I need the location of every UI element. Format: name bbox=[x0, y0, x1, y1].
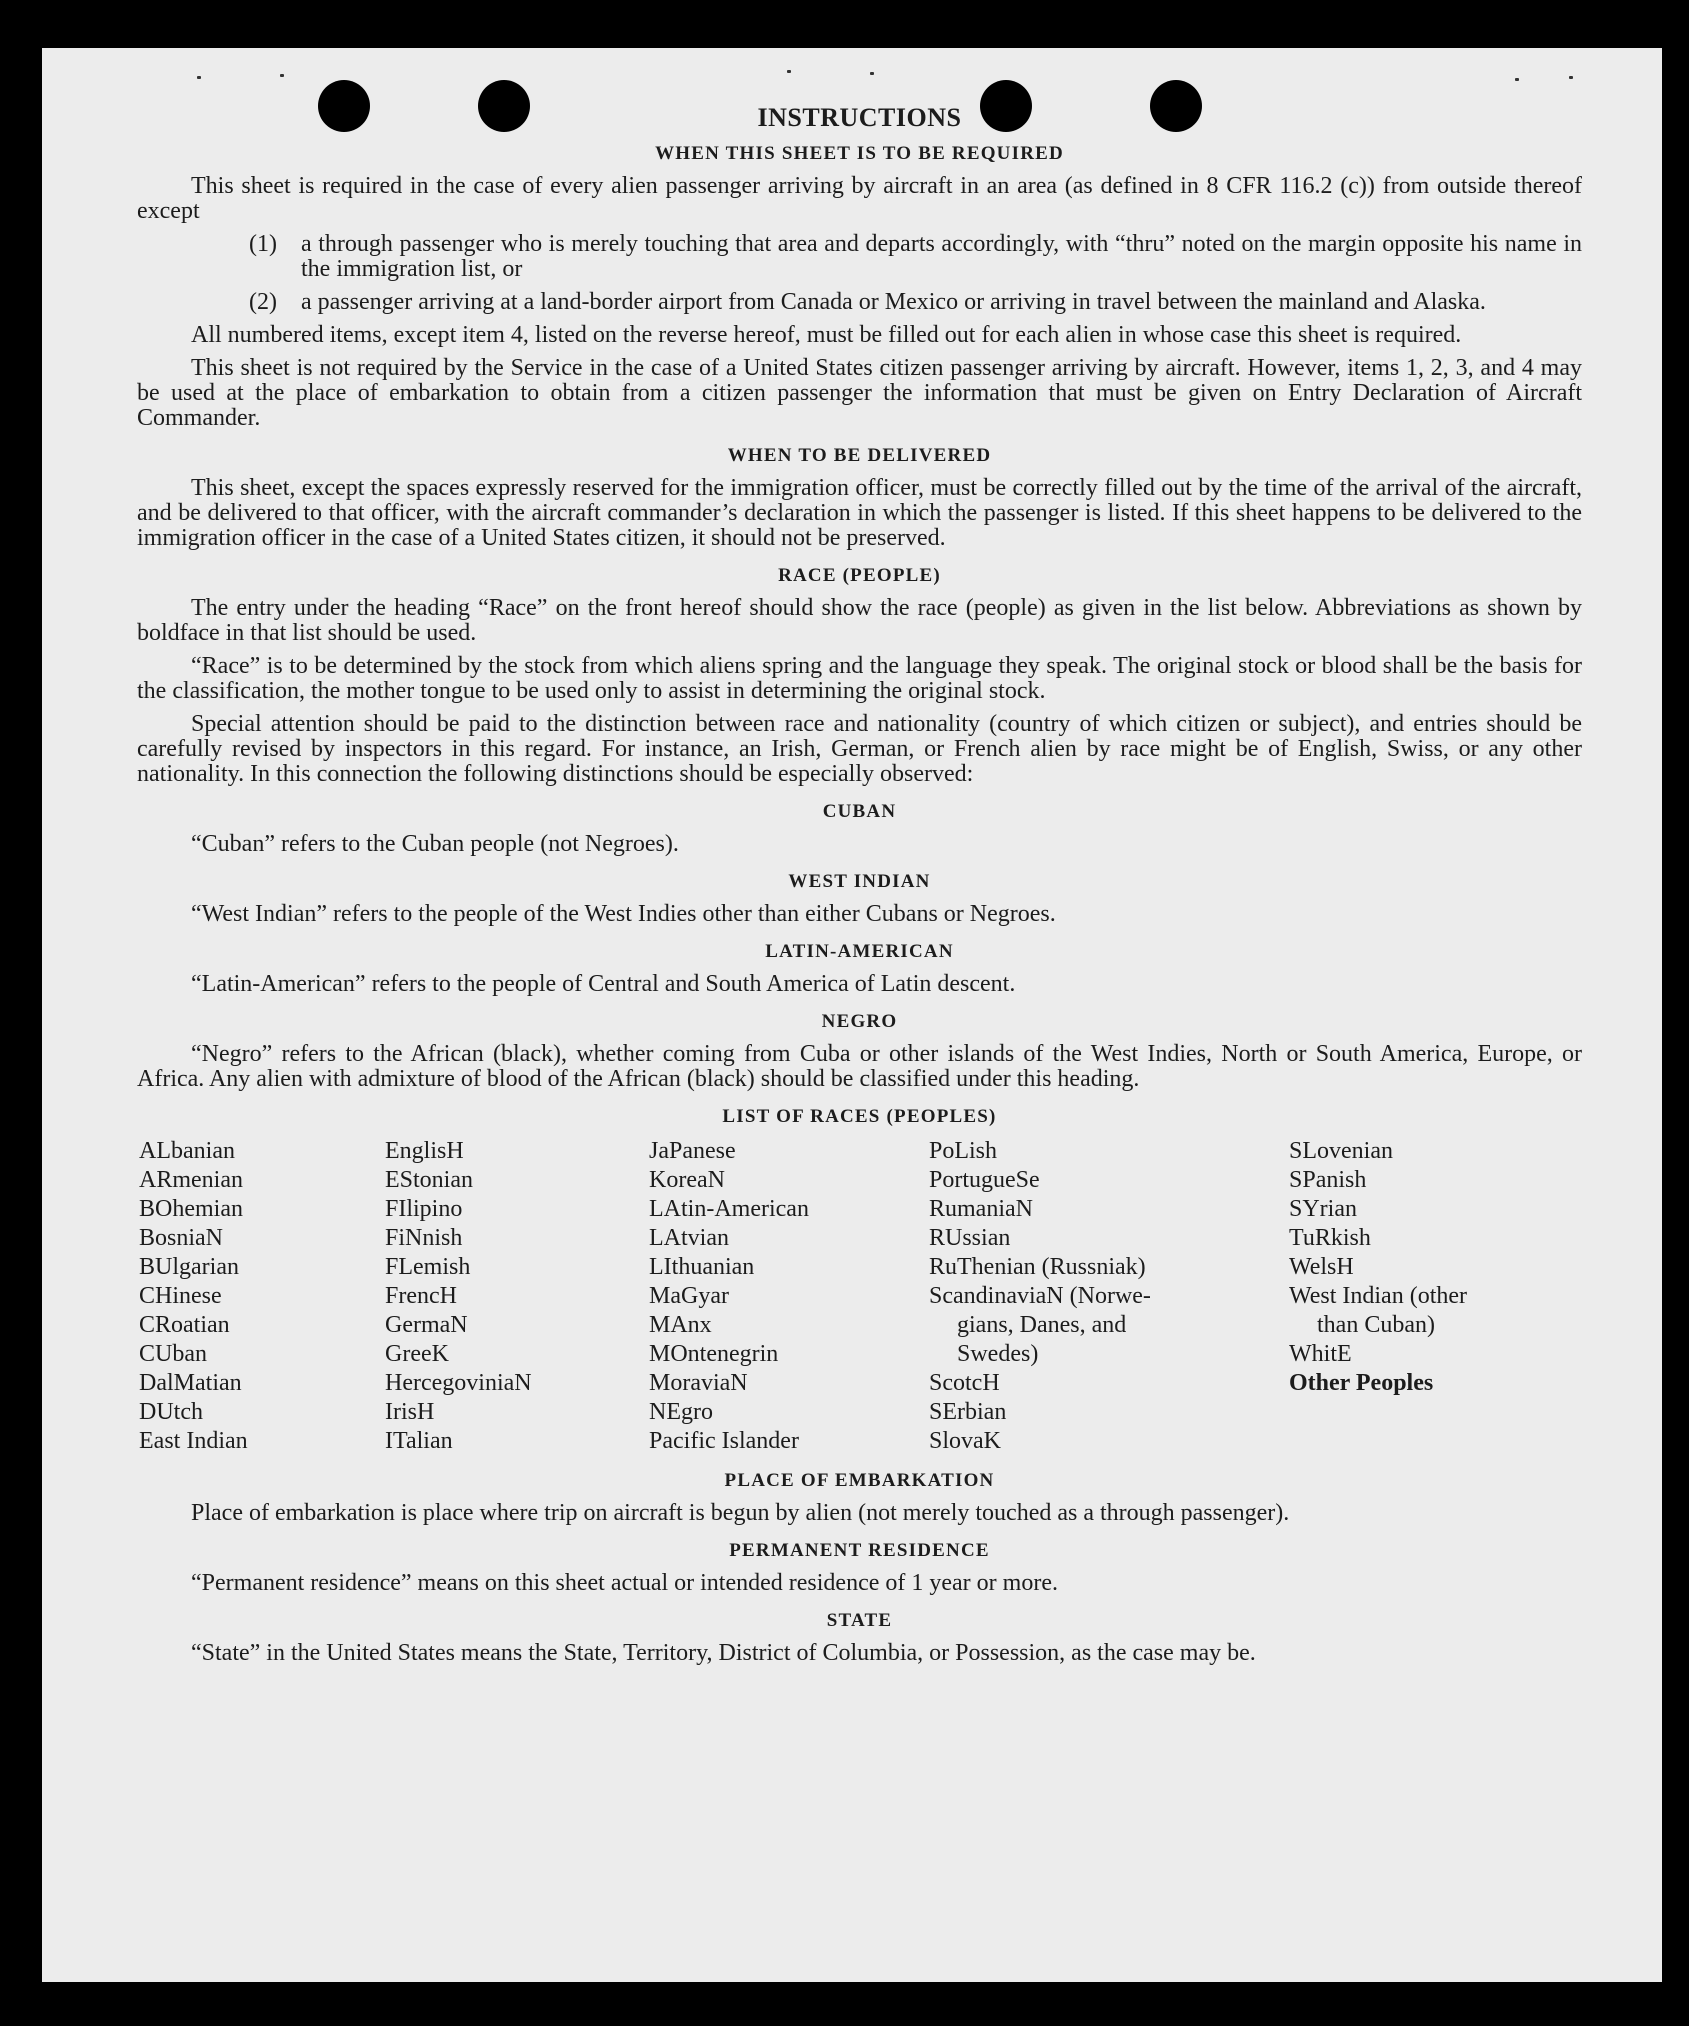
race-entry: West Indian (other bbox=[1289, 1283, 1468, 1309]
races-list bbox=[137, 1137, 1582, 1456]
residence-definition: “Permanent residence” means on this sheet actual or intended residence of 1 year or more. bbox=[191, 1570, 1058, 1596]
races-column-2 bbox=[385, 1137, 649, 1456]
race-entry: NEgro bbox=[649, 1399, 713, 1425]
race-entry: DUtch bbox=[139, 1399, 203, 1425]
heading-place-of-embarkation: PLACE OF EMBARKATION bbox=[724, 1470, 995, 1491]
embarkation-definition: Place of embarkation is place where trip on aircraft is begun by alien (not merely touched as a through passenger). bbox=[191, 1500, 1290, 1526]
race-entry: MOntenegrin bbox=[649, 1341, 779, 1367]
race-entry: SPanish bbox=[1289, 1167, 1367, 1193]
race-entry: ALbanian bbox=[139, 1138, 235, 1164]
race-entry: WelsH bbox=[1289, 1254, 1354, 1280]
race-entry: LAtvian bbox=[649, 1225, 729, 1251]
race-entry: Pacific Islander bbox=[649, 1428, 799, 1454]
heading-permanent-residence: PERMANENT RESIDENCE bbox=[729, 1540, 990, 1561]
west-indian-definition: “West Indian” refers to the people of the West Indies other than either Cubans or Negroes. bbox=[191, 901, 1056, 927]
race-entry: GermaN bbox=[385, 1312, 468, 1338]
race-entry: DalMatian bbox=[139, 1370, 242, 1396]
required-paragraph-3: This sheet is not required by the Service in the case of a United States citizen passenger arriving by aircraft. However, items 1, 2, 3, and 4 may be used at the place of embarkation to obtain from a citizen passenger the information that must be given on Entry Declaration of Aircraft Commander. bbox=[137, 355, 1582, 431]
races-column-3 bbox=[649, 1137, 929, 1456]
race-entry: Swedes) bbox=[957, 1341, 1039, 1367]
negro-definition: “Negro” refers to the African (black), whether coming from Cuba or other islands of the West Indies, North or South America, Europe, or Africa. Any alien with admixture of blood of the African (black) should be classified under this heading. bbox=[137, 1041, 1582, 1092]
race-entry: MAnx bbox=[649, 1312, 712, 1338]
speck bbox=[870, 72, 874, 75]
heading-negro: NEGRO bbox=[821, 1011, 898, 1032]
document-sheet bbox=[42, 48, 1662, 1982]
race-entry: CUban bbox=[139, 1341, 207, 1367]
delivered-paragraph: This sheet, except the spaces expressly reserved for the immigration officer, must be correctly filled out by the time of the arrival of the aircraft, and be delivered to that officer, with the aircraft commander’s declaration in which the passenger is listed. If this sheet happens to be delivered to the immigration officer in the case of a United States citizen, it should not be preserved. bbox=[137, 475, 1582, 551]
races-column-5 bbox=[1289, 1137, 1579, 1456]
document-content bbox=[137, 103, 1582, 1674]
race-entry: ScotcH bbox=[929, 1370, 1000, 1396]
heading-cuban: CUBAN bbox=[822, 801, 897, 822]
race-entry: LAtin-American bbox=[649, 1196, 809, 1222]
heading-list-of-races: LIST OF RACES (PEOPLES) bbox=[722, 1106, 997, 1127]
state-definition: “State” in the United States means the State, Territory, District of Columbia, or Possession, as the case may be. bbox=[191, 1640, 1256, 1666]
race-entry: ITalian bbox=[385, 1428, 453, 1454]
speck bbox=[197, 76, 201, 79]
heading-latin-american: LATIN-AMERICAN bbox=[765, 941, 954, 962]
race-entry: ARmenian bbox=[139, 1167, 243, 1193]
race-entry: FiNnish bbox=[385, 1225, 463, 1251]
race-entry: BUlgarian bbox=[139, 1254, 239, 1280]
race-entry: JaPanese bbox=[649, 1138, 736, 1164]
exception-number: (1) bbox=[249, 231, 277, 257]
races-column-1 bbox=[139, 1137, 385, 1456]
speck bbox=[280, 74, 284, 77]
heading-when-delivered: WHEN TO BE DELIVERED bbox=[727, 445, 992, 466]
race-entry: SLovenian bbox=[1289, 1138, 1393, 1164]
race-entry: RuThenian (Russniak) bbox=[929, 1254, 1146, 1280]
exception-item-2 bbox=[249, 290, 1582, 315]
race-entry: East Indian bbox=[139, 1428, 248, 1454]
race-entry: RUssian bbox=[929, 1225, 1011, 1251]
race-entry: SErbian bbox=[929, 1399, 1007, 1425]
race-entry: than Cuban) bbox=[1317, 1312, 1435, 1338]
race-entry: FrencH bbox=[385, 1283, 457, 1309]
heading-race: RACE (PEOPLE) bbox=[778, 565, 941, 586]
heading-when-required: WHEN THIS SHEET IS TO BE REQUIRED bbox=[655, 143, 1064, 164]
race-entry: MaGyar bbox=[649, 1283, 729, 1309]
heading-west-indian: WEST INDIAN bbox=[788, 871, 931, 892]
race-entry: WhitE bbox=[1289, 1341, 1352, 1367]
races-column-4 bbox=[929, 1137, 1289, 1456]
race-entry: MoraviaN bbox=[649, 1370, 748, 1396]
race-entry: KoreaN bbox=[649, 1167, 725, 1193]
race-entry: FLemish bbox=[385, 1254, 471, 1280]
race-entry: IrisH bbox=[385, 1399, 435, 1425]
speck bbox=[1569, 76, 1573, 79]
race-entry: gians, Danes, and bbox=[957, 1312, 1127, 1338]
race-entry: CRoatian bbox=[139, 1312, 230, 1338]
race-entry: SlovaK bbox=[929, 1428, 1001, 1454]
race-entry: Other Peoples bbox=[1289, 1370, 1434, 1396]
exception-text: a passenger arriving at a land-border airport from Canada or Mexico or arriving in travel between the mainland and Alaska. bbox=[301, 289, 1486, 315]
speck bbox=[787, 70, 791, 73]
race-entry: CHinese bbox=[139, 1283, 222, 1309]
heading-state: STATE bbox=[826, 1610, 893, 1631]
race-entry: LIthuanian bbox=[649, 1254, 755, 1280]
race-entry: RumaniaN bbox=[929, 1196, 1033, 1222]
race-entry: EStonian bbox=[385, 1167, 473, 1193]
race-entry: GreeK bbox=[385, 1341, 449, 1367]
race-entry: BOhemian bbox=[139, 1196, 243, 1222]
exception-text: a through passenger who is merely touching that area and departs accordingly, with “thru” noted on the margin opposite his name in the immigration list, or bbox=[301, 231, 1582, 282]
race-entry: HercegoviniaN bbox=[385, 1370, 532, 1396]
race-entry: PortugueSe bbox=[929, 1167, 1040, 1193]
race-entry: ScandinaviaN (Norwe- bbox=[929, 1283, 1151, 1309]
race-paragraph-3: Special attention should be paid to the distinction between race and nationality (country of which citizen or subject), and entries should be carefully revised by inspectors in this regard. For instance, an Irish, German, or French alien by race might be of English, Swiss, or any other nationality. In this connection the following distinctions should be especially observed: bbox=[137, 711, 1582, 787]
race-entry: PoLish bbox=[929, 1138, 998, 1164]
race-paragraph-1: The entry under the heading “Race” on the front hereof should show the race (people) as given in the list below. Abbreviations as shown by boldface in that list should be used. bbox=[137, 595, 1582, 646]
race-paragraph-2: “Race” is to be determined by the stock from which aliens spring and the language they speak. The original stock or blood shall be the basis for the classification, the mother tongue to be used only to assist in determining the original stock. bbox=[137, 653, 1582, 704]
exception-item-1 bbox=[249, 232, 1582, 282]
required-paragraph-1: This sheet is required in the case of every alien passenger arriving by aircraft in an area (as defined in 8 CFR 116.2 (c)) from outside thereof except bbox=[137, 173, 1582, 224]
race-entry: EnglisH bbox=[385, 1138, 464, 1164]
race-entry: SYrian bbox=[1289, 1196, 1357, 1222]
race-entry: BosniaN bbox=[139, 1225, 223, 1251]
exception-number: (2) bbox=[249, 289, 277, 315]
speck bbox=[1515, 78, 1519, 81]
page-title: INSTRUCTIONS bbox=[757, 103, 962, 132]
cuban-definition: “Cuban” refers to the Cuban people (not Negroes). bbox=[191, 831, 679, 857]
required-paragraph-2: All numbered items, except item 4, listed on the reverse hereof, must be filled out for each alien in whose case this sheet is required. bbox=[191, 322, 1462, 348]
race-entry: TuRkish bbox=[1289, 1225, 1371, 1251]
race-entry: FIlipino bbox=[385, 1196, 463, 1222]
latin-american-definition: “Latin-American” refers to the people of Central and South America of Latin descent. bbox=[191, 971, 1016, 997]
